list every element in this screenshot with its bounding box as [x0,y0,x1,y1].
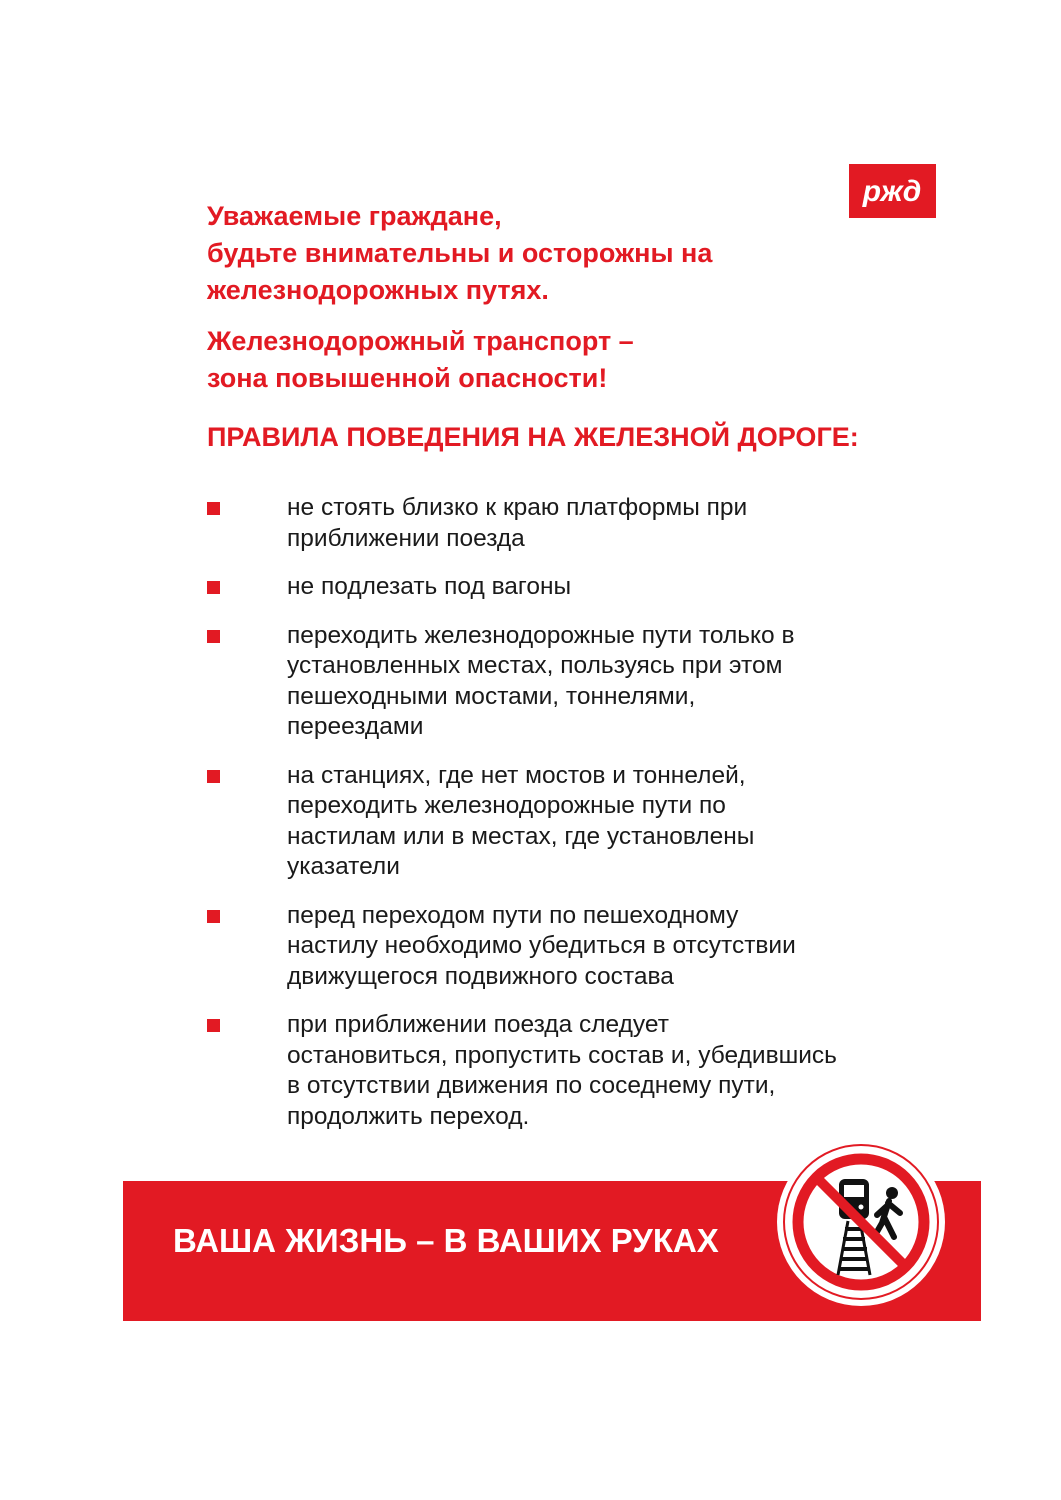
no-crossing-tracks-sign-icon [776,1137,946,1307]
bullet-square-icon [207,502,220,515]
rzd-logo-mark [849,164,936,218]
rule-item [207,1010,907,1132]
rule-text: на станциях, где нет мостов и тоннелей, переходить железнодорожные пути по настилам или в местах, где установлены указатели [287,761,755,880]
rule-text: не подлезать под вагоны [287,573,572,600]
rule-item [207,572,907,603]
danger-warning-text: Железнодорожный транспорт – зона повышенной опасности! [207,326,634,393]
greeting-text: Уважаемые граждане, будьте внимательны и осторожны на железнодорожных путях. [207,201,713,305]
rule-item [207,761,907,883]
rzd-logo-text: ржд [862,175,922,208]
bullet-square-icon [207,630,220,643]
bullet-square-icon [207,1019,220,1032]
rules-list [207,493,907,1150]
rule-item [207,493,907,554]
rule-text: перед переходом пути по пешеходному настилу необходимо убедиться в отсутствии движущегося подвижного состава [287,901,796,990]
rule-text: при приближении поезда следует остановиться, пропустить состав и, убедившись в отсутствии движения по соседнему пути, продолжить переход. [287,1011,837,1130]
rule-item [207,901,907,993]
intro-block [207,198,847,397]
slogan-banner [123,1181,981,1321]
bullet-square-icon [207,770,220,783]
bullet-square-icon [207,581,220,594]
slogan-text: ВАША ЖИЗНЬ – В ВАШИХ РУКАХ [173,1222,719,1259]
rule-text: не стоять близко к краю платформы при приближении поезда [287,494,748,552]
rules-heading: ПРАВИЛА ПОВЕДЕНИЯ НА ЖЕЛЕЗНОЙ ДОРОГЕ: [207,422,859,452]
rule-text: переходить железнодорожные пути только в установленных местах, пользуясь при этом пешеходными мостами, тоннелями, переездами [287,621,795,740]
rule-item [207,621,907,743]
bullet-square-icon [207,910,220,923]
rzd-logo [849,164,936,218]
